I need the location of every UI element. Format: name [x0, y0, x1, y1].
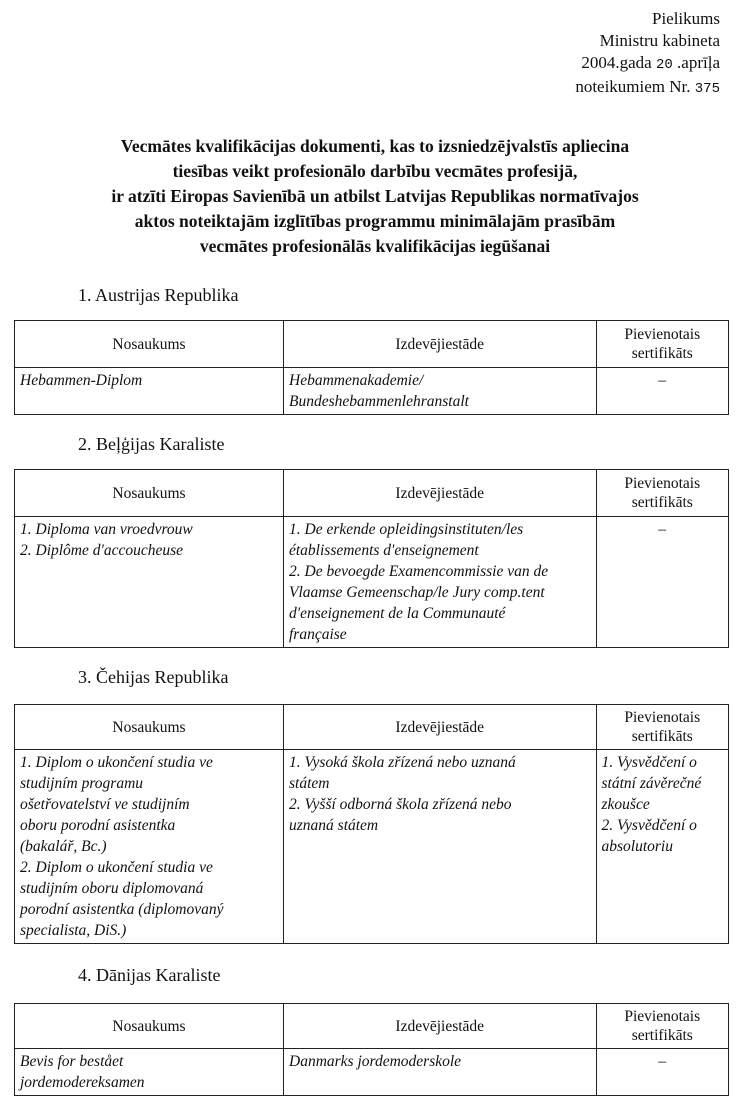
- header-cert-line: sertifikāts: [631, 345, 693, 362]
- annex-line-2: Ministru kabineta: [599, 31, 720, 50]
- cell-line: studijním programu: [20, 775, 144, 792]
- table-row: [15, 517, 729, 648]
- table-header-row: [15, 1004, 729, 1049]
- cell-name: [15, 517, 284, 648]
- section-heading-denmark: 4. Dānijas Karaliste: [78, 965, 221, 985]
- cell-line: Hebammenakademie/: [289, 372, 424, 389]
- cell-line: d'enseignement de la Communauté: [289, 605, 506, 622]
- title-line: ir atzīti Eiropas Savienībā un atbilst Latvijas Republikas normatīvajos: [111, 186, 639, 206]
- header-cert-line: Pievienotais: [624, 326, 701, 343]
- header-cert-line: sertifikāts: [631, 494, 693, 511]
- annex-regulation-number: 375: [694, 81, 720, 97]
- cell-line: 2. Diplom o ukončení studia ve: [20, 859, 213, 876]
- document-title: [0, 134, 750, 259]
- table-header-row: [15, 321, 729, 368]
- annex-date-prefix: 2004.gada: [581, 53, 652, 72]
- cell-line: oboru porodní asistentka: [20, 817, 176, 834]
- annex-line-3: [575, 52, 720, 76]
- cell-issuer: [284, 750, 597, 944]
- cell-issuer: [284, 517, 597, 648]
- cell-line: porodní asistentka (diplomovaný: [20, 901, 224, 918]
- cell-line: française: [289, 626, 347, 643]
- header-issuer: Izdevējiestāde: [284, 470, 597, 517]
- title-line: aktos noteiktajām izglītības programmu minimālajām prasībām: [134, 211, 616, 231]
- cell-line: státem: [289, 775, 330, 792]
- table-row: [15, 1049, 729, 1096]
- cell-line: 1. Diploma van vroedvrouw: [20, 521, 193, 538]
- cell-line: (bakalář, Bc.): [20, 838, 107, 855]
- cell-name: [15, 1049, 284, 1096]
- title-line: tiesības veikt profesionālo darbību vecmātes profesijā,: [172, 161, 578, 181]
- header-certificate: [596, 321, 729, 368]
- cell-line: 2. Diplôme d'accoucheuse: [20, 542, 183, 559]
- title-line: vecmātes profesionālās kvalifikācijas iegūšanai: [199, 236, 551, 256]
- cell-line: státní závěrečné: [601, 775, 702, 792]
- cell-name: [15, 750, 284, 944]
- annex-date-day: 20: [655, 57, 673, 73]
- annex-line-1: Pielikums: [651, 9, 720, 28]
- cell-line: 1. Vysoká škola zřízená nebo uznaná: [289, 754, 516, 771]
- table-belgium: [14, 469, 729, 648]
- header-cert-line: Pievienotais: [624, 709, 701, 726]
- cell-line: ošetřovatelství ve studijním: [20, 796, 190, 813]
- table-row: [15, 368, 729, 415]
- cell-certificate: –: [596, 517, 729, 648]
- cell-line: Bevis for bestået: [20, 1053, 124, 1070]
- cell-line: 1. De erkende opleidingsinstituten/les: [289, 521, 524, 538]
- header-certificate: [596, 470, 729, 517]
- cell-name: [15, 368, 284, 415]
- cell-line: specialista, DiS.): [20, 922, 127, 939]
- cell-certificate: –: [596, 368, 729, 415]
- table-row: [15, 750, 729, 944]
- table-header-row: [15, 705, 729, 750]
- cell-line: Danmarks jordemoderskole: [289, 1053, 462, 1070]
- table-austria: [14, 320, 729, 415]
- header-issuer: Izdevējiestāde: [284, 1004, 597, 1049]
- cell-line: jordemodereksamen: [20, 1074, 145, 1091]
- table-czech: [14, 704, 729, 944]
- cell-issuer: [284, 1049, 597, 1096]
- cell-line: 1. Diplom o ukončení studia ve: [20, 754, 213, 771]
- header-cert-line: Pievienotais: [624, 1008, 701, 1025]
- table-denmark: [14, 1003, 729, 1096]
- header-issuer: Izdevējiestāde: [284, 705, 597, 750]
- cell-line: Bundeshebammenlehranstalt: [289, 393, 469, 410]
- header-name: Nosaukums: [15, 470, 284, 517]
- cell-line: 2. De bevoegde Examencommissie van de: [289, 563, 549, 580]
- section-heading-czech: 3. Čehijas Republika: [78, 667, 229, 687]
- cell-line: Hebammen-Diplom: [20, 372, 143, 389]
- cell-line: Vlaamse Gemeenschap/le Jury comp.tent: [289, 584, 545, 601]
- cell-line: studijním oboru diplomovaná: [20, 880, 204, 897]
- header-name: Nosaukums: [15, 1004, 284, 1049]
- title-line: Vecmātes kvalifikācijas dokumenti, kas to izsniedzējvalstīs apliecina: [120, 136, 630, 156]
- header-name: Nosaukums: [15, 705, 284, 750]
- annex-reference: [575, 8, 720, 100]
- header-issuer: Izdevējiestāde: [284, 321, 597, 368]
- header-certificate: [596, 705, 729, 750]
- cell-line: 2. Vyšší odborná škola zřízená nebo: [289, 796, 512, 813]
- cell-certificate: [596, 750, 729, 944]
- header-cert-line: Pievienotais: [624, 475, 701, 492]
- table-header-row: [15, 470, 729, 517]
- cell-line: zkoušce: [601, 796, 650, 813]
- cell-certificate: –: [596, 1049, 729, 1096]
- annex-line-4: [575, 76, 720, 100]
- cell-line: 2. Vysvědčení o: [601, 817, 697, 834]
- annex-date-month: .aprīļa: [677, 53, 720, 72]
- cell-line: absolutoriu: [601, 838, 673, 855]
- header-certificate: [596, 1004, 729, 1049]
- cell-line: uznaná státem: [289, 817, 379, 834]
- cell-line: établissements d'enseignement: [289, 542, 479, 559]
- header-cert-line: sertifikāts: [631, 1027, 693, 1044]
- cell-line: 1. Vysvědčení o: [601, 754, 697, 771]
- section-heading-austria: 1. Austrijas Republika: [78, 285, 239, 305]
- annex-regulation-prefix: noteikumiem Nr.: [575, 77, 691, 96]
- header-name: Nosaukums: [15, 321, 284, 368]
- header-cert-line: sertifikāts: [631, 728, 693, 745]
- cell-issuer: [284, 368, 597, 415]
- section-heading-belgium: 2. Beļģijas Karaliste: [78, 434, 225, 454]
